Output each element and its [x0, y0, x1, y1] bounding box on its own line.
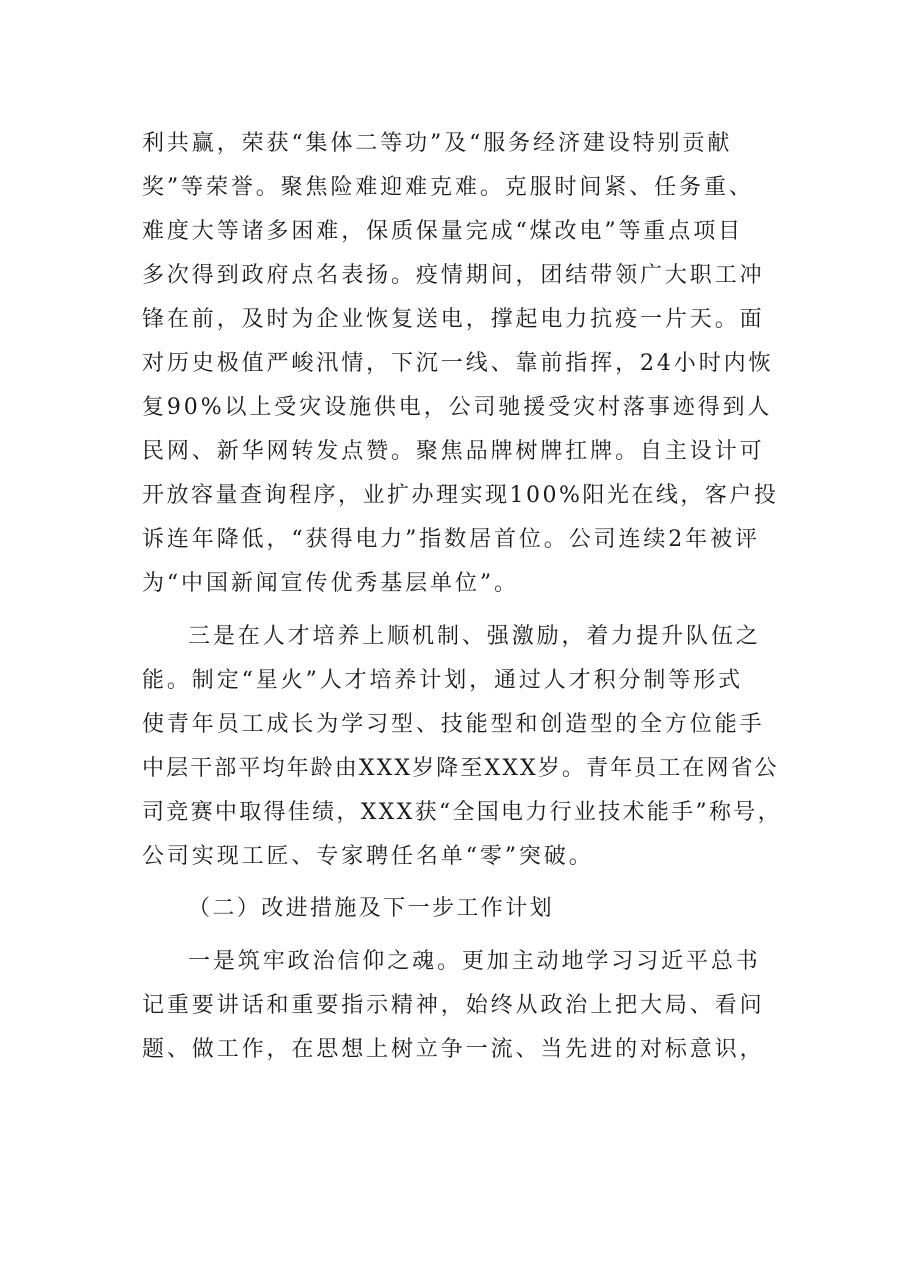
text-line: 锋在前，及时为企业恢复送电，撑起电力抗疫一片天。面 [142, 307, 765, 332]
text-line: 公司实现工匠、专家聘任名单“零”突破。 [142, 844, 594, 869]
paragraph-first-line: 三是在人才培养上顺机制、强激励，着力提升队伍之 [188, 624, 761, 649]
text-line: 复90%以上受灾设施供电，公司驰援受灾村落事迹得到人 [142, 395, 773, 420]
text-line: 对历史极值严峻汛情，下沉一线、靠前指挥，24小时内恢 [142, 351, 774, 376]
text-line: 民网、新华网转发点赞。聚焦品牌树牌扛牌。自主设计可 [142, 439, 765, 464]
text-line: 奖”等荣誉。聚焦险难迎难克难。克服时间紧、任务重、 [142, 175, 754, 200]
text-line: 开放容量查询程序，业扩办理实现100%阳光在线，客户投 [142, 483, 779, 508]
text-line: 能。制定“星火”人才培养计划，通过人才积分制等形式 [142, 668, 743, 693]
text-line: 多次得到政府点名表扬。疫情期间，团结带领广大职工冲 [142, 263, 765, 288]
text-line: 为“中国新闻宣传优秀基层单位”。 [142, 571, 519, 596]
text-line: 题、做工作，在思想上树立争一流、当先进的对标意识， [142, 1037, 765, 1062]
section-heading: （二）改进措施及下一步工作计划 [188, 896, 555, 921]
paragraph-first-line: 一是筑牢政治信仰之魂。更加主动地学习习近平总书 [188, 949, 761, 974]
text-line: 使青年员工成长为学习型、技能型和创造型的全方位能手 [142, 712, 765, 737]
text-line: 难度大等诸多困难，保质保量完成“煤改电”等重点项目 [142, 219, 743, 244]
text-line: 中层干部平均年龄由XXX岁降至XXX岁。青年员工在网省公 [142, 756, 779, 781]
text-line: 诉连年降低，“获得电力”指数居首位。公司连续2年被评 [142, 527, 760, 552]
text-line: 利共赢，荣获“集体二等功”及“服务经济建设特别贡献 [142, 131, 733, 156]
text-line: 记重要讲话和重要指示精神，始终从政治上把大局、看问 [142, 993, 765, 1018]
text-line: 司竞赛中取得佳绩，XXX获“全国电力行业技术能手”称号， [142, 800, 782, 825]
